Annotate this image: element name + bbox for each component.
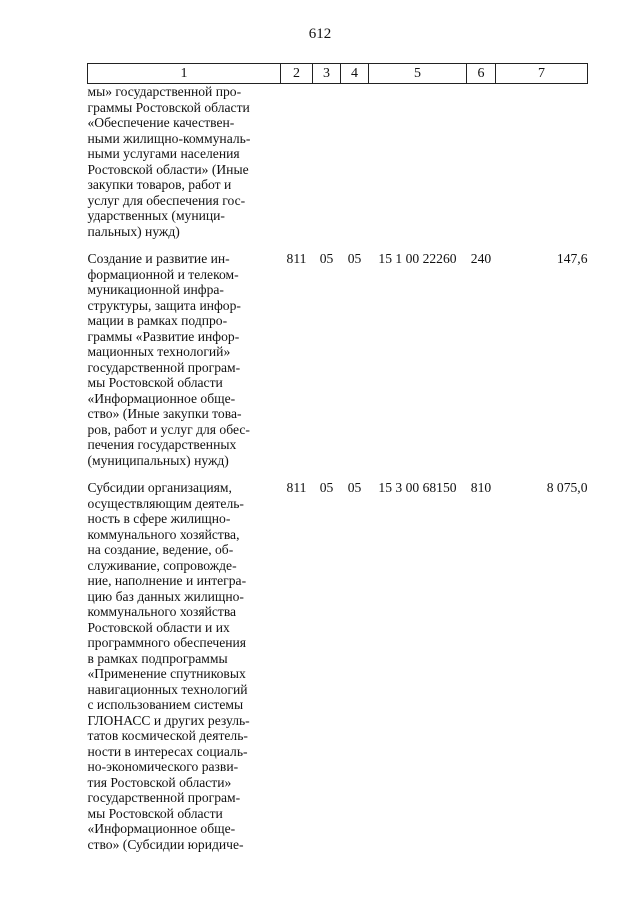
description-line: мации в рамках подпро-: [87, 313, 228, 328]
header-col-7: 7: [496, 64, 588, 84]
description-line: мационных технологий»: [87, 344, 231, 359]
description-line: служивание, сопровожде-: [87, 557, 237, 573]
description-line: ство» (Субсидии юридиче-: [87, 836, 244, 852]
expense-type-code: 240: [470, 251, 492, 266]
description-line: коммунального хозяйства: [87, 604, 237, 619]
amount-value: 147,6: [556, 251, 588, 266]
target-article-code: 15 1 00 22260: [378, 251, 457, 266]
description-line: печения государственных: [87, 437, 237, 452]
description-line: с использованием системы: [87, 697, 244, 712]
description-line: ние, наполнение и интегра-: [87, 573, 247, 588]
subsection-code: [341, 84, 369, 252]
description-line: структуры, защита инфор-: [87, 297, 241, 313]
description-line: цию баз данных жилищно-: [87, 588, 244, 604]
description-line: закупки товаров, работ и: [87, 177, 232, 192]
header-col-1: 1: [88, 64, 281, 84]
description-line: (муниципальных) нужд): [87, 452, 229, 468]
description-line: Субсидии организациям,: [87, 480, 232, 495]
description-line: мы Ростовской области: [87, 805, 223, 821]
section-code: 05: [319, 251, 334, 266]
subsection-code: 05: [347, 480, 362, 495]
description-line: ударственных (муници-: [87, 208, 225, 223]
header-col-4: 4: [341, 64, 369, 84]
expense-type-code: 810: [470, 480, 492, 495]
description-line: ность в сфере жилищно-: [87, 511, 231, 526]
description-line: ными жилищно-коммуналь-: [87, 130, 251, 146]
description-line: татов космической деятель-: [87, 728, 248, 743]
description-line: ров, работ и услуг для обес-: [87, 421, 250, 437]
expense-type-code: [467, 84, 496, 252]
description-line: на создание, ведение, об-: [87, 542, 234, 557]
description-line: тия Ростовской области»: [87, 774, 232, 790]
description-line: коммунального хозяйства,: [87, 526, 240, 542]
description-line: но-экономического разви-: [87, 759, 239, 774]
header-col-2: 2: [281, 64, 313, 84]
description-line: «Обеспечение качествен-: [87, 115, 235, 130]
page-number: 612: [308, 26, 332, 42]
description-line: граммы Ростовской области: [87, 99, 250, 115]
description-line: осуществляющим деятель-: [87, 495, 244, 511]
description-line: «Информационное обще-: [87, 821, 236, 836]
description-line: мы Ростовской области: [87, 375, 223, 390]
description-line: ГЛОНАСС и других резуль-: [87, 712, 250, 728]
section-code: 05: [319, 480, 334, 495]
row-description: [88, 251, 281, 480]
header-col-6: 6: [467, 64, 496, 84]
amount-value: [496, 84, 588, 252]
subsection-code: 05: [347, 251, 362, 266]
description-line: мы» государственной про-: [87, 84, 242, 99]
description-line: в рамках подпрограммы: [87, 650, 228, 666]
description-line: формационной и телеком-: [87, 266, 239, 282]
table-row: [88, 251, 588, 480]
row-description: [88, 84, 281, 252]
description-line: навигационных технологий: [87, 681, 248, 697]
description-line: ности в интересах социаль-: [87, 743, 248, 759]
amount-value: 8 075,0: [546, 480, 588, 495]
target-article-code: [369, 84, 467, 252]
description-line: Ростовской области» (Иные: [87, 161, 249, 177]
description-line: ными услугами населения: [87, 146, 240, 161]
description-line: услуг для обеспечения гос-: [87, 192, 246, 208]
section-code: [313, 84, 341, 252]
description-line: «Применение спутниковых: [87, 666, 246, 681]
ministry-code: 811: [286, 251, 307, 266]
budget-table: [87, 63, 588, 864]
row-description: [88, 480, 281, 864]
description-line: программного обеспечения: [87, 635, 247, 650]
description-line: муникационной инфра-: [87, 282, 224, 297]
description-line: пальных) нужд): [87, 223, 180, 239]
description-line: граммы «Развитие инфор-: [87, 328, 240, 344]
description-line: «Информационное обще-: [87, 390, 236, 406]
description-line: государственной програм-: [87, 359, 241, 375]
description-line: Ростовской области и их: [87, 619, 230, 635]
header-col-5: 5: [369, 64, 467, 84]
table-header-row: [88, 64, 588, 84]
description-line: Создание и развитие ин-: [87, 251, 230, 266]
table-row: [88, 480, 588, 864]
description-line: ство» (Иные закупки това-: [87, 406, 242, 421]
ministry-code: [281, 84, 313, 252]
target-article-code: 15 3 00 68150: [378, 480, 457, 495]
ministry-code: 811: [286, 480, 307, 495]
table-row: [88, 84, 588, 252]
header-col-3: 3: [313, 64, 341, 84]
description-line: государственной програм-: [87, 790, 241, 805]
